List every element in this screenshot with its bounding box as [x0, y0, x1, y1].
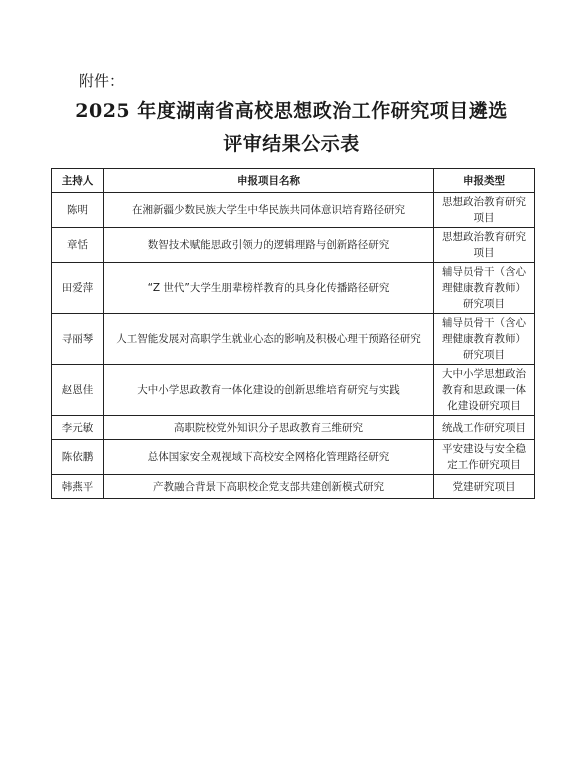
- project-cell: “Z 世代”大学生朋辈榜样教育的具身化传播路径研究: [104, 263, 434, 314]
- table-header-row: [52, 169, 535, 193]
- project-cell: 人工智能发展对高职学生就业心态的影响及积极心理干预路径研究: [104, 314, 434, 365]
- host-cell: 章恬: [52, 228, 104, 263]
- host-cell: 陈依鹏: [52, 440, 104, 475]
- header-type: 申报类型: [434, 169, 535, 193]
- type-cell: 大中小学思想政治教育和思政课一体化建设研究项目: [434, 365, 535, 416]
- project-cell: 高职院校党外知识分子思政教育三维研究: [104, 416, 434, 440]
- header-host: 主持人: [52, 169, 104, 193]
- type-cell: 思想政治教育研究项目: [434, 228, 535, 263]
- type-cell: 统战工作研究项目: [434, 416, 535, 440]
- host-cell: 寻丽琴: [52, 314, 104, 365]
- type-cell: 辅导员骨干（含心理健康教育教师）研究项目: [434, 314, 535, 365]
- project-cell: 总体国家安全观视域下高校安全网格化管理路径研究: [104, 440, 434, 475]
- table-row: [52, 440, 535, 475]
- host-cell: 李元敏: [52, 416, 104, 440]
- host-cell: 田爱萍: [52, 263, 104, 314]
- table-row: [52, 416, 535, 440]
- table-row: [52, 314, 535, 365]
- project-cell: 数智技术赋能思政引领力的逻辑理路与创新路径研究: [104, 228, 434, 263]
- header-project: 申报项目名称: [104, 169, 434, 193]
- type-cell: 辅导员骨干（含心理健康教育教师）研究项目: [434, 263, 535, 314]
- document-title-line1: 2025 年度湖南省高校思想政治工作研究项目遴选: [75, 100, 508, 122]
- table-row: [52, 193, 535, 228]
- type-cell: 平安建设与安全稳定工作研究项目: [434, 440, 535, 475]
- table-row: [52, 263, 535, 314]
- project-cell: 产教融合背景下高职校企党支部共建创新模式研究: [104, 475, 434, 499]
- attachment-label: 附件：: [79, 72, 125, 90]
- project-cell: 大中小学思政教育一体化建设的创新思维培育研究与实践: [104, 365, 434, 416]
- document-title-line2: 评审结果公示表: [223, 133, 360, 155]
- table-row: [52, 365, 535, 416]
- host-cell: 赵恩佳: [52, 365, 104, 416]
- project-cell: 在湘新疆少数民族大学生中华民族共同体意识培育路径研究: [104, 193, 434, 228]
- type-cell: 党建研究项目: [434, 475, 535, 499]
- host-cell: 陈明: [52, 193, 104, 228]
- type-cell: 思想政治教育研究项目: [434, 193, 535, 228]
- results-table: [51, 168, 535, 499]
- table-row: [52, 228, 535, 263]
- table-row: [52, 475, 535, 499]
- host-cell: 韩燕平: [52, 475, 104, 499]
